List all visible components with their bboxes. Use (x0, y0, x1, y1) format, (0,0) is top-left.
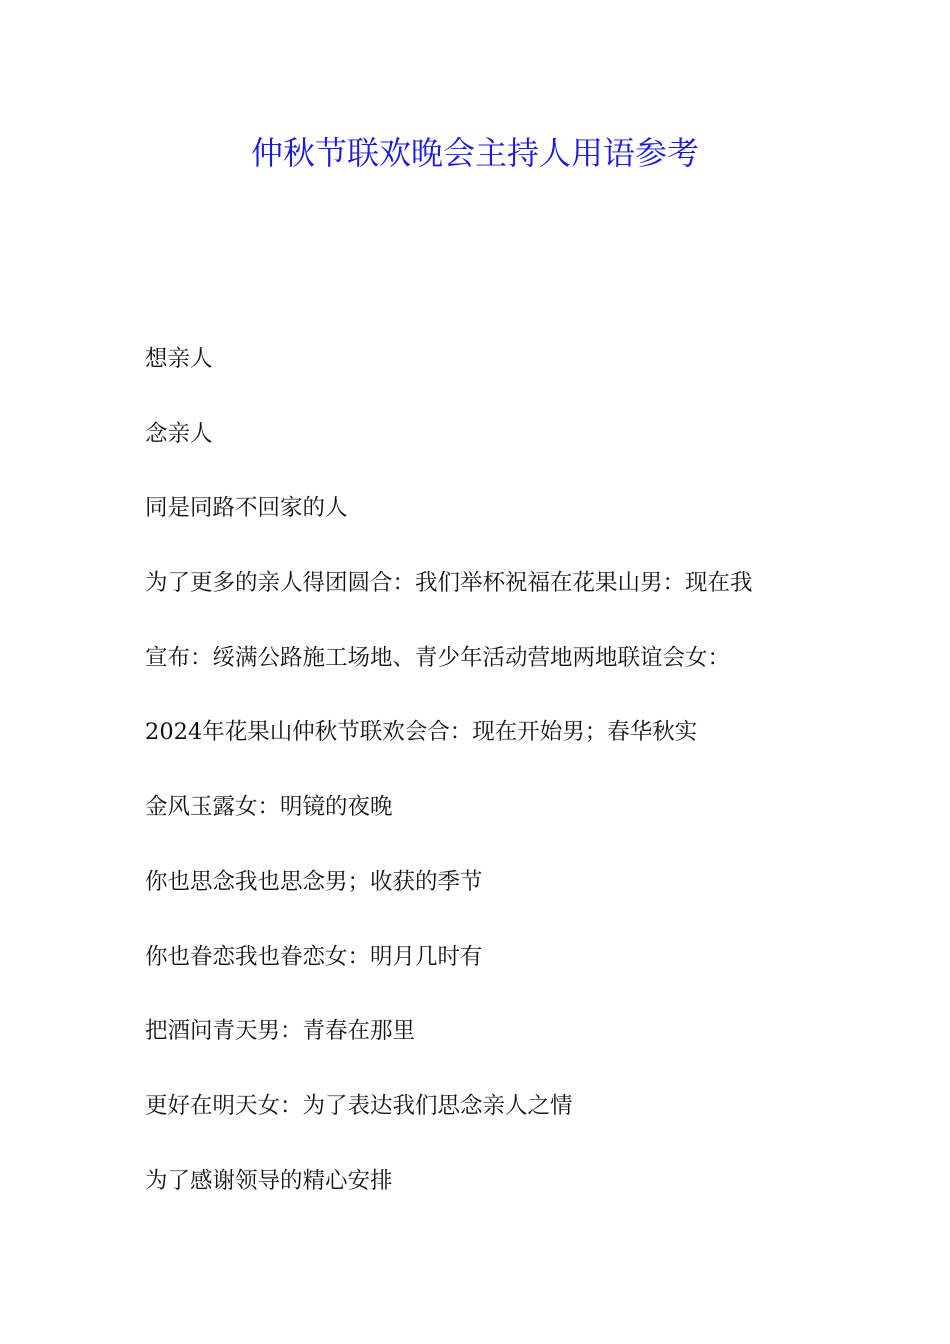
document-body (145, 338, 825, 1234)
body-line: 为了更多的亲人得团圆合：我们举杯祝福在花果山男：现在我 (145, 570, 753, 597)
body-line: 你也思念我也思念男；收获的季节 (145, 868, 483, 895)
body-line: 你也眷恋我也眷恋女：明月几时有 (145, 943, 483, 970)
body-line: 念亲人 (145, 420, 213, 447)
body-line: 同是同路不回家的人 (145, 495, 348, 522)
body-line: 想亲人 (145, 346, 213, 372)
body-line: 把酒问青天男：青春在那里 (145, 1018, 416, 1045)
body-line: 更好在明天女：为了表达我们思念亲人之情 (145, 1092, 573, 1119)
document-title: 仲秋节联欢晚会主持人用语参考 (250, 134, 699, 172)
body-line: 为了感谢领导的精心安排 (145, 1167, 393, 1194)
body-line: 宣布：绥满公路施工场地、青少年活动营地两地联谊会女： (145, 644, 731, 671)
body-line: 金风玉露女：明镜的夜晚 (145, 794, 393, 821)
body-line: 2024年花果山仲秋节联欢会合：现在开始男；春华秋实 (145, 719, 698, 746)
